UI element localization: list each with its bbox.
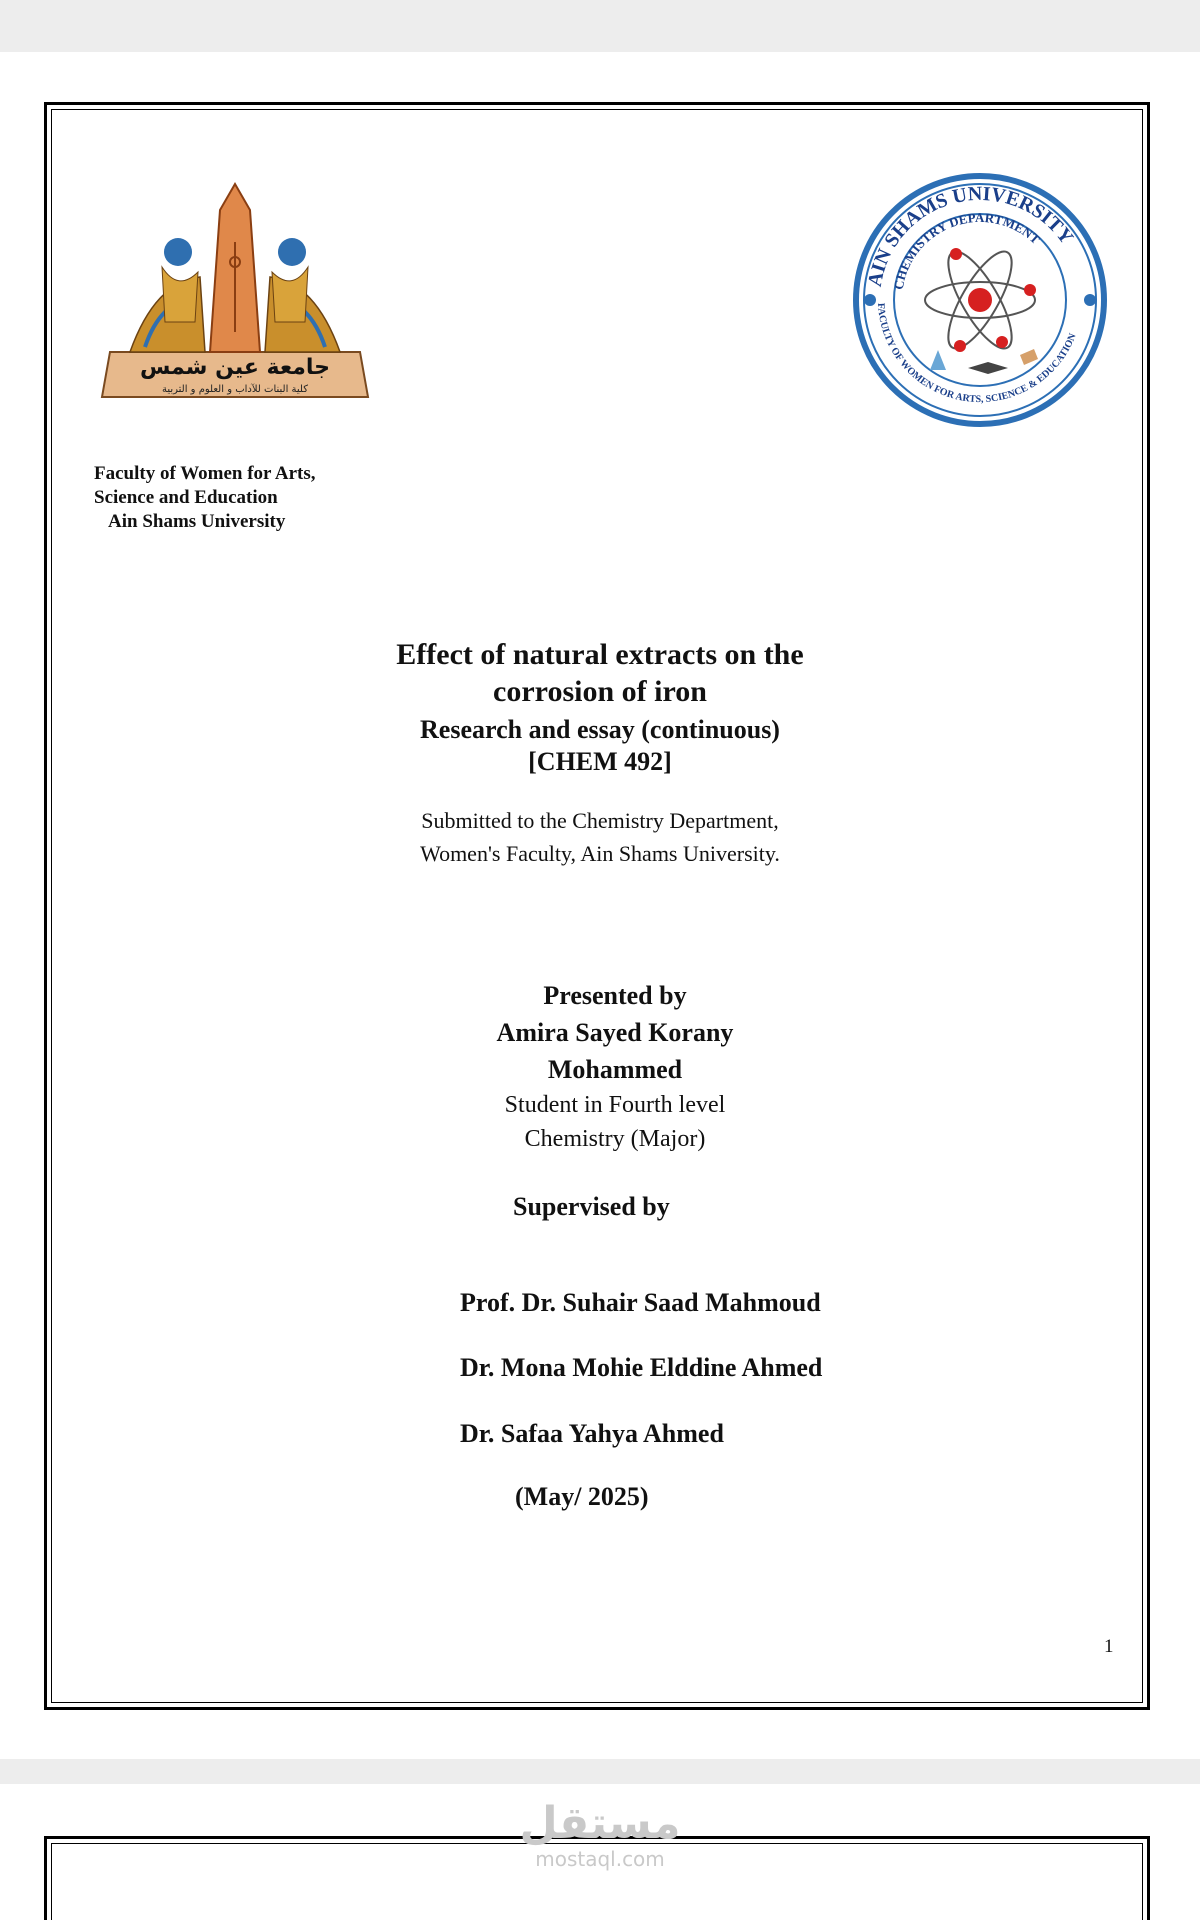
supervisor-name: Dr. Mona Mohie Elddine Ahmed <box>460 1353 823 1382</box>
faculty-line: Science and Education <box>94 487 278 508</box>
faculty-line: Faculty of Women for Arts, <box>94 463 316 484</box>
presenter-name: Amira Sayed Korany <box>496 1018 734 1047</box>
ain-shams-university-logo <box>100 182 370 412</box>
submission-statement <box>0 804 1200 870</box>
document-title <box>0 636 1200 710</box>
mostaql-watermark <box>500 1800 700 1870</box>
seal-faculty-text: FACULTY OF WOMEN FOR ARTS, SCIENCE & EDUCATION <box>875 302 1079 406</box>
course-code: [CHEM 492] <box>528 747 672 776</box>
faculty-line: Ain Shams University <box>108 511 286 532</box>
presented-by-label: Presented by <box>543 981 687 1010</box>
subtitle-line: Research and essay (continuous) <box>420 715 780 744</box>
logo-arabic-subtitle: كلية البنات للآداب و العلوم و التربية <box>161 384 309 395</box>
seal-department-text: CHEMISTRY DEPARTMENT <box>890 209 1044 291</box>
title-line: corrosion of iron <box>493 675 707 708</box>
document-subtitle <box>0 714 1200 778</box>
faculty-block <box>94 462 315 534</box>
supervisor-name: Dr. Safaa Yahya Ahmed <box>460 1419 724 1448</box>
submission-line: Submitted to the Chemistry Department, <box>421 808 779 833</box>
watermark-arabic: مستقل <box>519 1798 681 1849</box>
title-line: Effect of natural extracts on the <box>396 638 804 671</box>
presenter-block <box>15 977 1200 1156</box>
presenter-name: Mohammed <box>547 1055 683 1084</box>
logo-arabic-name: جامعة عين شمس <box>139 355 331 380</box>
presenter-major: Chemistry (Major) <box>524 1126 706 1152</box>
document-date: (May/ 2025) <box>515 1482 649 1511</box>
presenter-level: Student in Fourth level <box>504 1092 726 1118</box>
submission-line: Women's Faculty, Ain Shams University. <box>420 841 780 866</box>
supervisor-name: Prof. Dr. Suhair Saad Mahmoud <box>460 1288 821 1317</box>
document-page <box>0 52 1200 1759</box>
page-number: 1 <box>1104 1636 1114 1657</box>
chemistry-department-seal <box>850 170 1110 430</box>
watermark-latin: mostaql.com <box>535 1847 665 1871</box>
supervised-by-label: Supervised by <box>513 1192 670 1221</box>
seal-university-text: AIN SHAMS UNIVERSITY <box>863 182 1078 289</box>
